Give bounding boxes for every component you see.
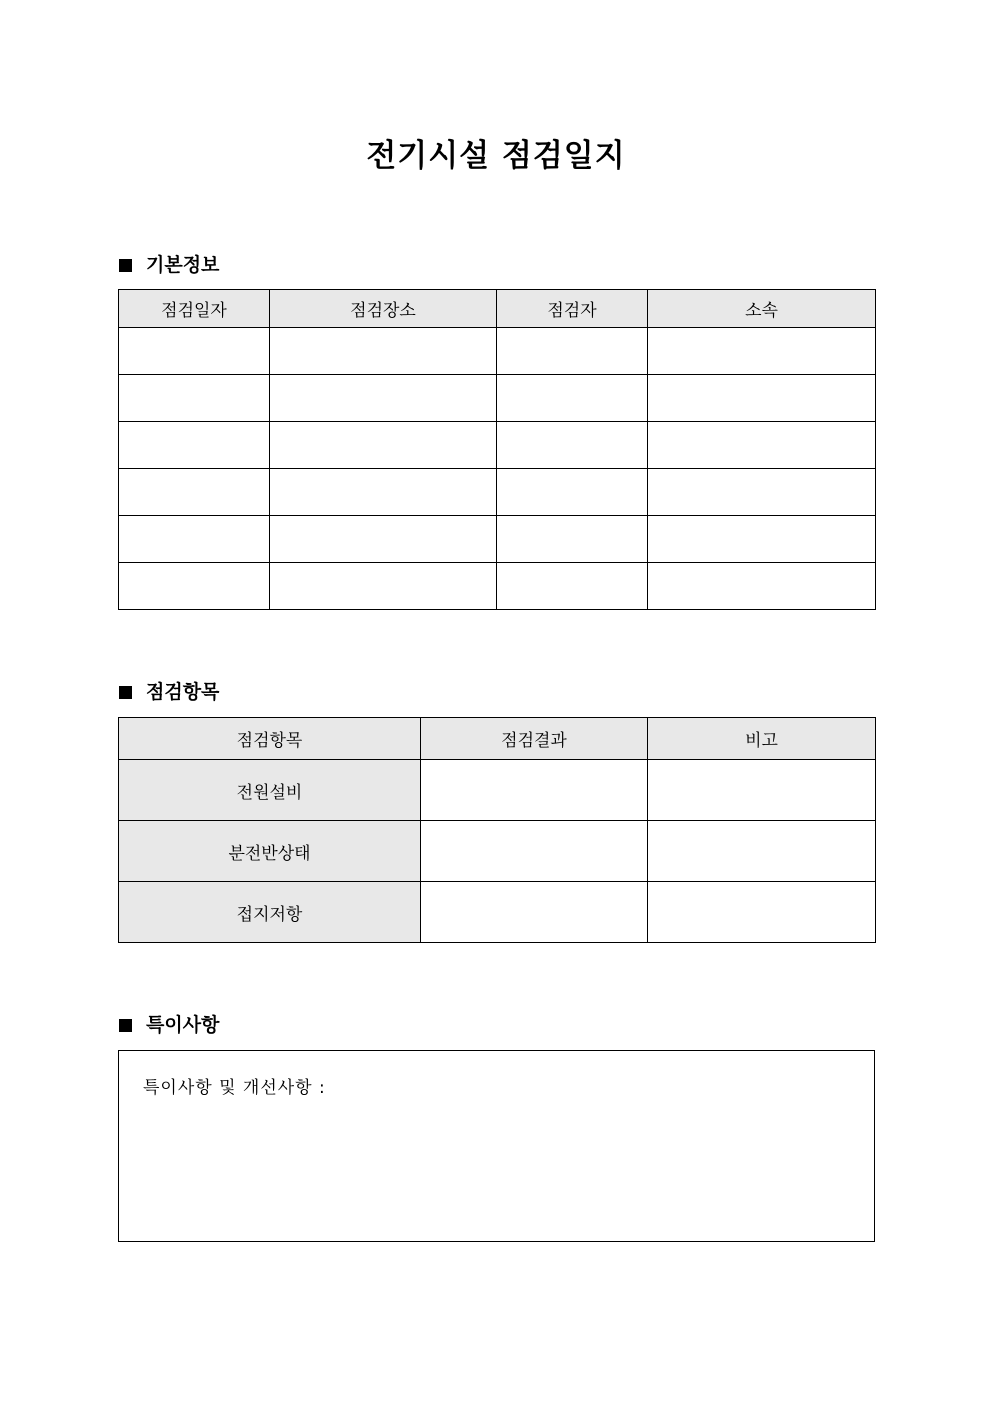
- square-bullet-icon: [119, 259, 132, 272]
- item-cell: 분전반상태: [119, 821, 421, 882]
- affiliation-cell[interactable]: [648, 563, 876, 610]
- inspector-cell[interactable]: [497, 469, 648, 516]
- note-cell[interactable]: [648, 821, 876, 882]
- result-cell[interactable]: [421, 760, 648, 821]
- note-cell[interactable]: [648, 882, 876, 943]
- location-cell[interactable]: [270, 516, 497, 563]
- column-header-result: 점검결과: [421, 718, 648, 760]
- table-row: [119, 375, 876, 422]
- column-header-date: 점검일자: [119, 290, 270, 328]
- section-heading-basic-label: 기본정보: [146, 254, 220, 276]
- inspector-cell[interactable]: [497, 375, 648, 422]
- item-cell: 전원설비: [119, 760, 421, 821]
- inspection-table: [118, 717, 876, 943]
- affiliation-cell[interactable]: [648, 422, 876, 469]
- column-header-affiliation: 소속: [648, 290, 876, 328]
- inspector-cell[interactable]: [497, 516, 648, 563]
- date-cell[interactable]: [119, 469, 270, 516]
- column-header-location: 점검장소: [270, 290, 497, 328]
- date-cell[interactable]: [119, 516, 270, 563]
- table-row: [119, 760, 876, 821]
- section-heading-remarks-label: 특이사항: [146, 1014, 220, 1036]
- date-cell[interactable]: [119, 422, 270, 469]
- section-heading-basic: [119, 253, 219, 277]
- table-row: [119, 422, 876, 469]
- result-cell[interactable]: [421, 821, 648, 882]
- affiliation-cell[interactable]: [648, 469, 876, 516]
- date-cell[interactable]: [119, 375, 270, 422]
- affiliation-cell[interactable]: [648, 375, 876, 422]
- date-cell[interactable]: [119, 328, 270, 375]
- inspector-cell[interactable]: [497, 328, 648, 375]
- inspector-cell[interactable]: [497, 563, 648, 610]
- section-heading-inspection: [119, 680, 219, 704]
- table-row: [119, 821, 876, 882]
- table-header-row: [119, 718, 876, 760]
- remarks-box[interactable]: [118, 1050, 875, 1242]
- table-row: [119, 328, 876, 375]
- result-cell[interactable]: [421, 882, 648, 943]
- table-row: [119, 516, 876, 563]
- inspector-cell[interactable]: [497, 422, 648, 469]
- table-row: [119, 882, 876, 943]
- affiliation-cell[interactable]: [648, 516, 876, 563]
- column-header-inspector: 점검자: [497, 290, 648, 328]
- location-cell[interactable]: [270, 563, 497, 610]
- remarks-label: 특이사항 및 개선사항 :: [143, 1078, 326, 1098]
- location-cell[interactable]: [270, 469, 497, 516]
- square-bullet-icon: [119, 686, 132, 699]
- section-heading-inspection-label: 점검항목: [146, 681, 220, 703]
- basic-info-table: [118, 289, 876, 610]
- date-cell[interactable]: [119, 563, 270, 610]
- note-cell[interactable]: [648, 760, 876, 821]
- document-title: 전기시설 점검일지: [366, 138, 626, 174]
- location-cell[interactable]: [270, 328, 497, 375]
- column-header-note: 비고: [648, 718, 876, 760]
- section-heading-remarks: [119, 1013, 219, 1037]
- column-header-item: 점검항목: [119, 718, 421, 760]
- square-bullet-icon: [119, 1019, 132, 1032]
- location-cell[interactable]: [270, 422, 497, 469]
- affiliation-cell[interactable]: [648, 328, 876, 375]
- table-header-row: [119, 290, 876, 328]
- table-row: [119, 469, 876, 516]
- location-cell[interactable]: [270, 375, 497, 422]
- table-row: [119, 563, 876, 610]
- item-cell: 접지저항: [119, 882, 421, 943]
